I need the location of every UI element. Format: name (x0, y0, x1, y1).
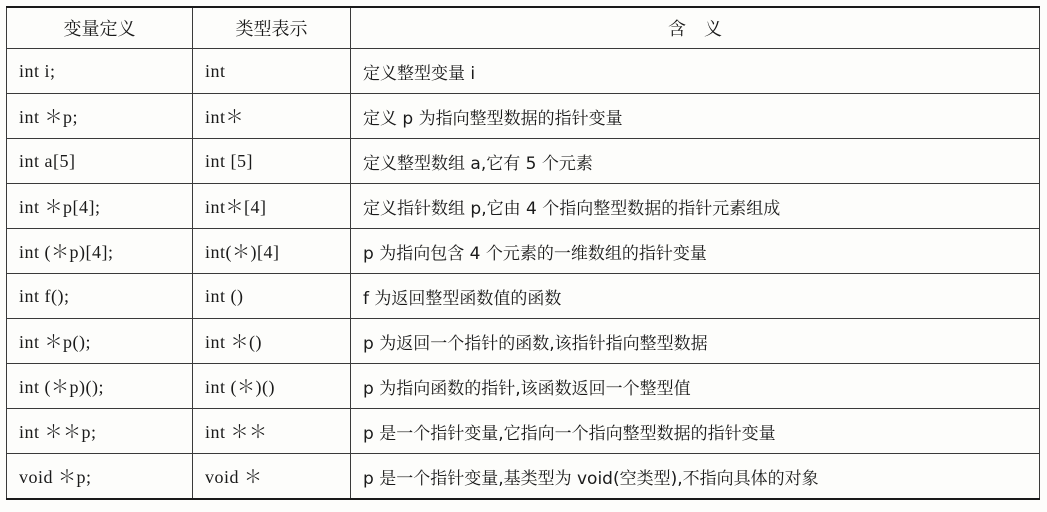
cell-type: int (＊)() (193, 364, 351, 409)
pointer-definitions-table (6, 6, 1040, 500)
cell-meaning: p 为指向包含 4 个元素的一维数组的指针变量 (351, 229, 1040, 274)
cell-meaning: 定义 p 为指向整型数据的指针变量 (351, 94, 1040, 139)
cell-type: int () (193, 274, 351, 319)
cell-meaning: p 是一个指针变量,它指向一个指向整型数据的指针变量 (351, 409, 1040, 454)
cell-meaning: p 是一个指针变量,基类型为 void(空类型),不指向具体的对象 (351, 454, 1040, 500)
cell-meaning: p 为返回一个指针的函数,该指针指向整型数据 (351, 319, 1040, 364)
table-row (7, 454, 1040, 500)
table-header (7, 7, 1040, 49)
cell-type: int＊ (193, 94, 351, 139)
cell-type: int(＊)[4] (193, 229, 351, 274)
cell-definition: int f(); (7, 274, 193, 319)
table-row (7, 229, 1040, 274)
cell-definition: int a[5] (7, 139, 193, 184)
cell-definition: void ＊p; (7, 454, 193, 500)
table-row (7, 274, 1040, 319)
cell-type: int ＊＊ (193, 409, 351, 454)
cell-type: int ＊() (193, 319, 351, 364)
cell-definition: int ＊＊p; (7, 409, 193, 454)
cell-meaning: p 为指向函数的指针,该函数返回一个整型值 (351, 364, 1040, 409)
table-body (7, 49, 1040, 500)
cell-definition: int (＊p)[4]; (7, 229, 193, 274)
table-row (7, 94, 1040, 139)
cell-type: void ＊ (193, 454, 351, 500)
table-row (7, 49, 1040, 94)
cell-definition: int (＊p)(); (7, 364, 193, 409)
cell-meaning: f 为返回整型函数值的函数 (351, 274, 1040, 319)
cell-definition: int i; (7, 49, 193, 94)
table-row (7, 409, 1040, 454)
table-row (7, 364, 1040, 409)
table-row (7, 184, 1040, 229)
header-row (7, 7, 1040, 49)
cell-meaning: 定义整型数组 a,它有 5 个元素 (351, 139, 1040, 184)
cell-meaning: 定义指针数组 p,它由 4 个指向整型数据的指针元素组成 (351, 184, 1040, 229)
cell-definition: int ＊p; (7, 94, 193, 139)
header-meaning: 含 义 (351, 7, 1040, 49)
cell-definition: int ＊p[4]; (7, 184, 193, 229)
table-row (7, 319, 1040, 364)
table-row (7, 139, 1040, 184)
cell-type: int＊[4] (193, 184, 351, 229)
cell-meaning: 定义整型变量 i (351, 49, 1040, 94)
header-type: 类型表示 (193, 7, 351, 49)
cell-type: int [5] (193, 139, 351, 184)
cell-definition: int ＊p(); (7, 319, 193, 364)
header-definition: 变量定义 (7, 7, 193, 49)
cell-type: int (193, 49, 351, 94)
